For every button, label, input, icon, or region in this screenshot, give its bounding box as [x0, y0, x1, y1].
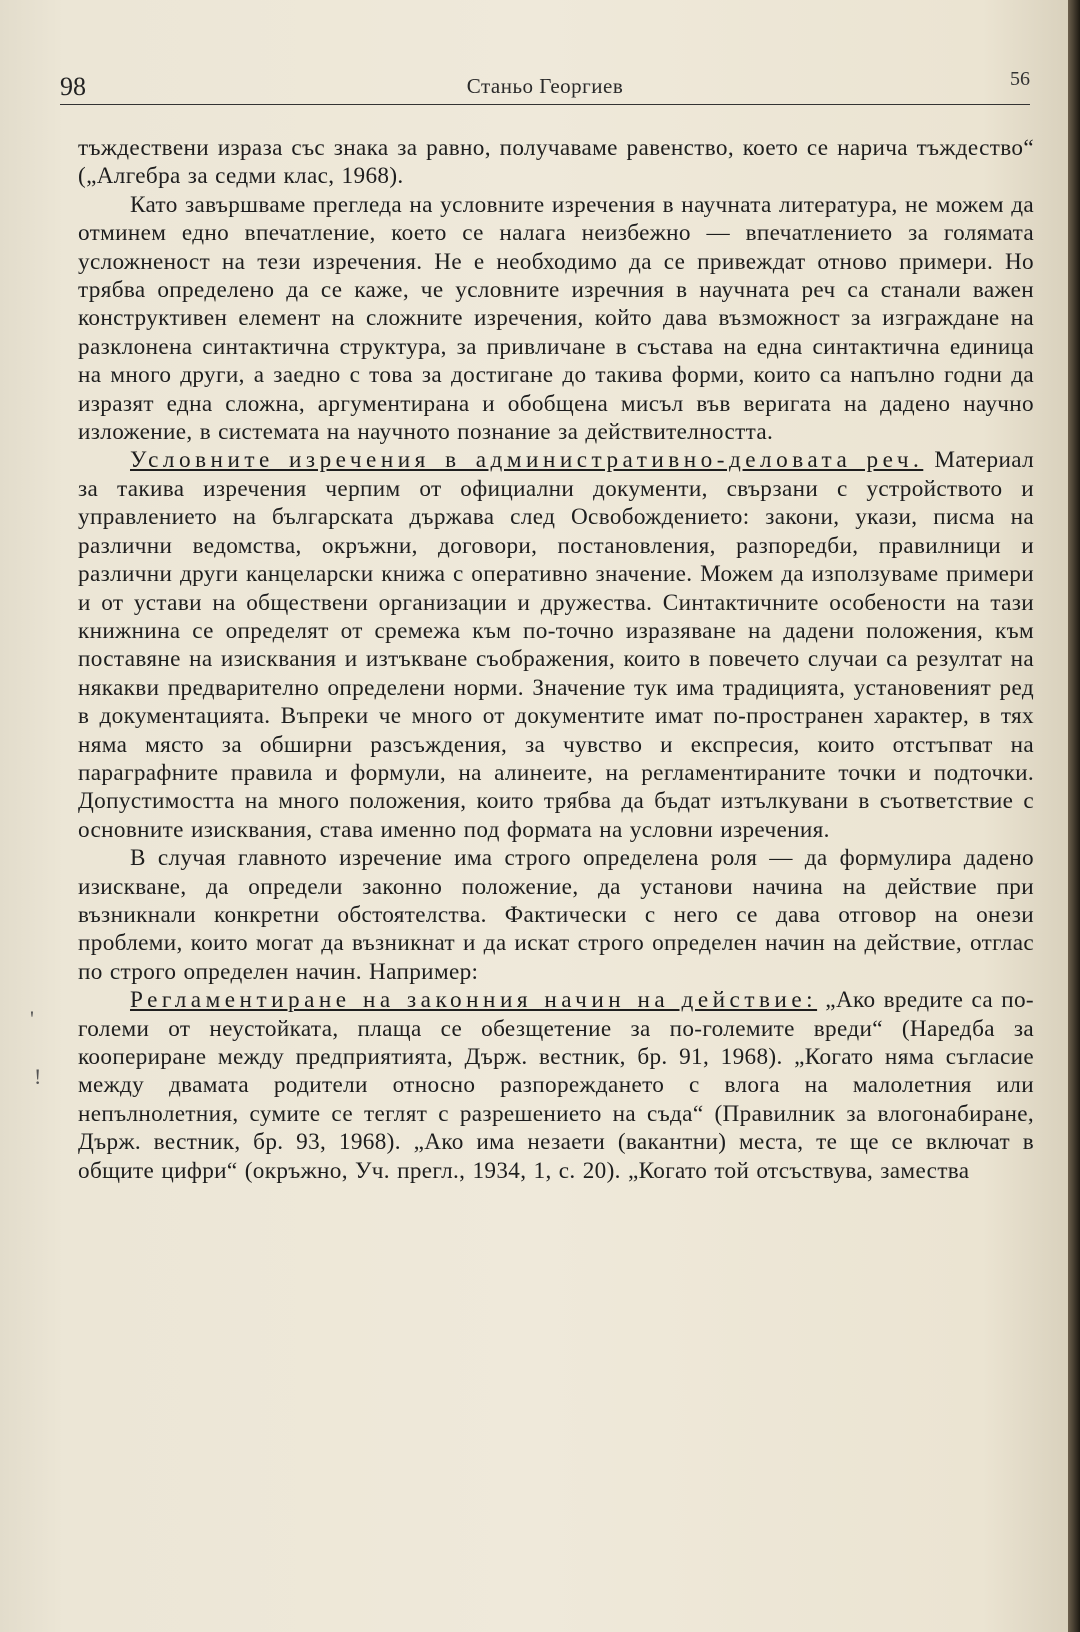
- book-spine: [1068, 0, 1080, 1632]
- paragraph: Като завършваме прегледа на условните изречения в научната литература, не можем да отминем едно впечатление, което се налага неизбежно — впечатлението за голямата усложненост на тези изречения. Не е необходимо да се привеждат отново примери. Но трябва определено да се каже, че условните изречния в научната реч са станали важен конструктивен елемент на сложните изречения, който дава възможност за изграждане на разклонена синтактична структура, за привличане в състава на една синтактична единица на много други, а заедно с това за достигане до такива форми, които са напълно годни да изразят една сложна, аргументирана и обобщена мисъл във веригата на дадено научно изложение, в системата на научното познание за действителността.: [78, 191, 1034, 446]
- paragraph-section: [78, 446, 1034, 844]
- margin-mark: ': [30, 1006, 34, 1031]
- running-title: Станьо Георгиев: [466, 74, 624, 98]
- header-rule: [60, 104, 1030, 105]
- section-heading: Условните изречения в административно-деловата реч.: [130, 447, 924, 474]
- leaf-number: 56: [1010, 68, 1030, 90]
- margin-mark: !: [34, 1064, 42, 1089]
- paragraph-example: [78, 986, 1034, 1185]
- page-number: 98: [60, 72, 86, 101]
- paragraph-continuation: тъждествени израза със знака за равно, получаваме равенство, което се нарича тъждество“ („Алгебра за седми клас, 1968).: [78, 135, 1034, 190]
- section-text: Материал за такива изречения черпим от официални документи, свързани с устройството и управлението на българската държава след Освобождението: закони, укази, писма на различни ведомства, окръжни, договори, постановления, разпоредби, правилници и различни други канцеларски книжа с оперативно значение. Можем да използуваме примери и от устави на обществени организации и дружества. Синтактичните особености на тази книжнина се определят от сремежа към по-точно изразяване на дадени положения, към поставяне на изисквания и изтъкване съображения, които в повечето случаи са резултат на някакви предварително определени норми. Значение тук има традицията, установеният ред в документацията. Въпреки че много от документите имат по-пространен характер, в тях няма място за обширни разсъждения, за чувство и експресия, които отстъпват на параграфните правила и формули, на алинеите, на регламентираните точки и подточки. Допустимостта на много положения, които трябва да бъдат изтълкувани в съответствие с основните изисквания, става именно под формата на условни изречения.: [78, 447, 1034, 843]
- example-text: „Ако вредите са по-големи от неустойката, плаща се обезщетение за по-големите вреди“ (Наредба за коопериране между предприятията, Държ. вестник, бр. 91, 1968). „Когато няма съгласие между двамата родители относно разпореждането с влога на малолетния или непълнолетния, сумите се теглят с разрешението на съда“ (Правилник за влогонабиране, Държ. вестник, бр. 93, 1968). „Ако има незаети (вакантни) места, те ще се включат в общите цифри“ (окръжно, Уч. прегл., 1934, 1, с. 20). „Когато той отсъствува, замества: [78, 987, 1034, 1184]
- paragraph: В случая главното изречение има строго определена роля — да формулира дадено изискване, да определи законно положение, да установи начина на действие при възникнали конкретни обстоятелства. Фактически с него се дава отговор на онези проблеми, които могат да възникнат и да искат строго определен начин на действие, отглас по строго определен начин. Например:: [78, 845, 1034, 985]
- page-header: [60, 68, 1030, 104]
- example-heading: Регламентиране на законния начин на действие:: [130, 987, 818, 1014]
- body-text: [78, 134, 1034, 1185]
